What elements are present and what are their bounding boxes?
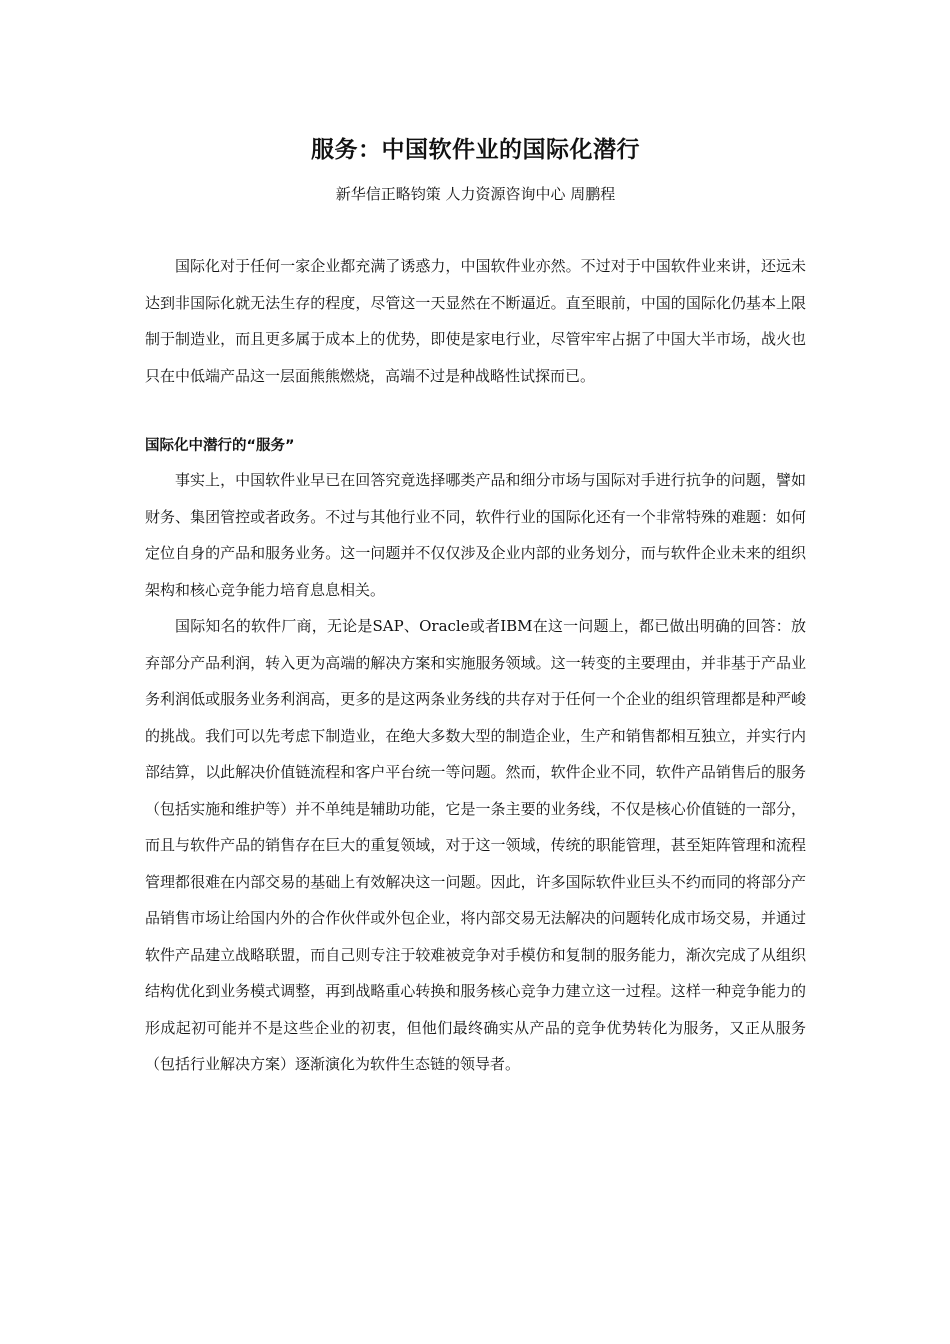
section-paragraph-1: 事实上，中国软件业早已在回答究竟选择哪类产品和细分市场与国际对手进行抗争的问题，譬如财务、集团管控或者政务。不过与其他行业不同，软件行业的国际化还有一个非常特殊的难题：如何定位自身的产品和服务业务。这一问题并不仅仅涉及企业内部的业务划分，而与软件企业未来的组织架构和核心竞争能力培育息息相关。 [145, 471, 806, 599]
section-heading: 国际化中潜行的“服务” [145, 438, 295, 454]
section-paragraph-2: 国际知名的软件厂商，无论是SAP、Oracle或者IBM在这一问题上，都已做出明确的回答：放弃部分产品利润，转入更为高端的解决方案和实施服务领域。这一转变的主要理由，并非基于产品业务利润低或服务业务利润高，更多的是这两条业务线的共存对于任何一个企业的组织管理都是种严峻的挑战。我们可以先考虑下制造业，在绝大多数大型的制造企业，生产和销售都相互独立，并实行内部结算，以此解决价值链流程和客户平台统一等问题。然而，软件企业不同，软件产品销售后的服务（包括实施和维护等）并不单纯是辅助功能，它是一条主要的业务线，不仅是核心价值链的一部分，而且与软件产品的销售存在巨大的重复领域，对于这一领域，传统的职能管理，甚至矩阵管理和流程管理都很难在内部交易的基础上有效解决这一问题。因此，许多国际软件业巨头不约而同的将部分产品销售市场让给国内外的合作伙伴或外包企业，将内部交易无法解决的问题转化成市场交易，并通过软件产品建立战略联盟，而自己则专注于较难被竞争对手模仿和复制的服务能力，渐次完成了从组织结构优化到业务模式调整，再到战略重心转换和服务核心竞争力建立这一过程。这样一种竞争能力的形成起初可能并不是这些企业的初衷，但他们最终确实从产品的竞争优势转化为服务，又正从服务（包括行业解决方案）逐渐演化为软件生态链的领导者。 [145, 617, 806, 1073]
author-byline: 新华信正略钧策 人力资源咨询中心 周鹏程 [335, 185, 616, 203]
document-title: 服务：中国软件业的国际化潜行 [311, 137, 640, 163]
intro-paragraph: 国际化对于任何一家企业都充满了诱惑力，中国软件业亦然。不过对于中国软件业来讲，还远未达到非国际化就无法生存的程度，尽管这一天显然在不断逼近。直至眼前，中国的国际化仍基本上限制于制造业，而且更多属于成本上的优势，即使是家电行业，尽管牢牢占据了中国大半市场，战火也只在中低端产品这一层面熊熊燃烧，高端不过是种战略性试探而已。 [145, 257, 806, 385]
document-page [145, 132, 806, 1083]
